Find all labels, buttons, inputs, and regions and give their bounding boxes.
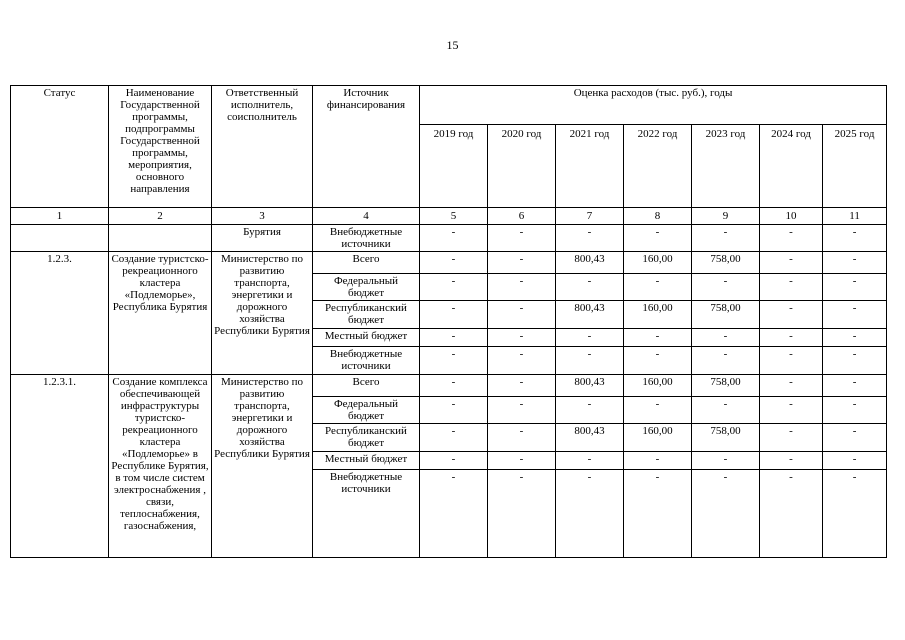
- header-estimate: Оценка расходов (тыс. руб.), годы: [420, 86, 887, 125]
- row-status-cell: 1.2.3.: [11, 252, 109, 375]
- row-value-cell: -: [556, 347, 624, 375]
- row-value-cell: -: [760, 375, 823, 397]
- row-value-cell: -: [488, 375, 556, 397]
- table-row: [11, 252, 887, 274]
- header-year: 2022 год: [624, 125, 692, 208]
- row-value-cell: 800,43: [556, 252, 624, 274]
- row-value-cell: -: [488, 301, 556, 329]
- row-value-cell: -: [488, 452, 556, 470]
- row-value-cell: 758,00: [692, 375, 760, 397]
- row-value-cell: 160,00: [624, 424, 692, 452]
- row-value-cell: -: [823, 252, 887, 274]
- row-value-cell: -: [488, 397, 556, 424]
- row-value-cell: -: [556, 274, 624, 301]
- row-value-cell: -: [760, 397, 823, 424]
- row-value-cell: -: [624, 329, 692, 347]
- row-value-cell: -: [692, 470, 760, 558]
- row-value-cell: -: [624, 397, 692, 424]
- row-value-cell: -: [823, 397, 887, 424]
- row-value-cell: -: [420, 397, 488, 424]
- header-year: 2025 год: [823, 125, 887, 208]
- row-source-cell: Внебюджетные источники: [313, 225, 420, 252]
- row-value-cell: -: [823, 470, 887, 558]
- row-value-cell: -: [692, 225, 760, 252]
- row-value-cell: -: [420, 424, 488, 452]
- row-value-cell: 758,00: [692, 301, 760, 329]
- row-value-cell: 758,00: [692, 252, 760, 274]
- row-name-cell: [109, 225, 212, 252]
- row-value-cell: -: [420, 329, 488, 347]
- column-number: 6: [488, 208, 556, 225]
- row-value-cell: -: [420, 274, 488, 301]
- row-value-cell: 160,00: [624, 252, 692, 274]
- row-value-cell: -: [624, 347, 692, 375]
- header-year: 2023 год: [692, 125, 760, 208]
- column-number: 1: [11, 208, 109, 225]
- row-value-cell: -: [823, 347, 887, 375]
- row-value-cell: -: [760, 424, 823, 452]
- row-value-cell: -: [823, 225, 887, 252]
- row-value-cell: -: [823, 274, 887, 301]
- row-name-cell: Создание комплекса обеспечивающей инфраструктуры туристско-рекреационного кластера «Подлеморье» в Республике Бурятия, в том числе систем электроснабжения , связи, теплоснабжения, газоснабжения,: [109, 375, 212, 558]
- row-value-cell: -: [823, 329, 887, 347]
- row-value-cell: -: [556, 225, 624, 252]
- row-value-cell: 160,00: [624, 375, 692, 397]
- row-status-cell: [11, 225, 109, 252]
- row-value-cell: -: [556, 329, 624, 347]
- row-source-cell: Местный бюджет: [313, 452, 420, 470]
- header-year: 2021 год: [556, 125, 624, 208]
- row-source-cell: Федеральный бюджет: [313, 397, 420, 424]
- row-value-cell: -: [692, 347, 760, 375]
- row-value-cell: -: [823, 375, 887, 397]
- header-status: Статус: [11, 86, 109, 208]
- row-value-cell: 800,43: [556, 301, 624, 329]
- column-number: 11: [823, 208, 887, 225]
- row-value-cell: -: [692, 452, 760, 470]
- row-source-cell: Республиканский бюджет: [313, 424, 420, 452]
- row-value-cell: -: [823, 452, 887, 470]
- column-number: 9: [692, 208, 760, 225]
- row-value-cell: -: [760, 470, 823, 558]
- row-value-cell: -: [624, 452, 692, 470]
- table-row: [11, 225, 887, 252]
- table-body: [11, 225, 887, 558]
- header-year: 2020 год: [488, 125, 556, 208]
- expenditure-table: [10, 85, 887, 558]
- row-value-cell: -: [420, 347, 488, 375]
- row-value-cell: -: [692, 397, 760, 424]
- row-value-cell: -: [488, 252, 556, 274]
- row-value-cell: -: [488, 424, 556, 452]
- row-value-cell: -: [823, 301, 887, 329]
- row-value-cell: -: [760, 252, 823, 274]
- row-source-cell: Всего: [313, 252, 420, 274]
- row-source-cell: Федеральный бюджет: [313, 274, 420, 301]
- row-value-cell: -: [823, 424, 887, 452]
- row-value-cell: -: [692, 274, 760, 301]
- row-value-cell: -: [760, 329, 823, 347]
- row-value-cell: 800,43: [556, 375, 624, 397]
- row-value-cell: 800,43: [556, 424, 624, 452]
- row-value-cell: -: [488, 329, 556, 347]
- row-value-cell: -: [760, 301, 823, 329]
- row-value-cell: -: [420, 470, 488, 558]
- row-value-cell: -: [420, 452, 488, 470]
- row-source-cell: Всего: [313, 375, 420, 397]
- header-name: Наименование Государственной программы, подпрограммы Государственной программы, мероприятия, основного направления: [109, 86, 212, 208]
- column-number: 7: [556, 208, 624, 225]
- row-value-cell: -: [760, 347, 823, 375]
- row-value-cell: -: [488, 347, 556, 375]
- row-source-cell: Внебюджетные источники: [313, 347, 420, 375]
- column-number-row: [11, 208, 887, 225]
- row-value-cell: -: [420, 225, 488, 252]
- row-value-cell: -: [556, 452, 624, 470]
- row-value-cell: -: [488, 470, 556, 558]
- row-value-cell: -: [488, 225, 556, 252]
- table-row: [11, 375, 887, 397]
- header-source: Источник финансирования: [313, 86, 420, 208]
- row-status-cell: 1.2.3.1.: [11, 375, 109, 558]
- row-value-cell: -: [760, 274, 823, 301]
- row-value-cell: -: [488, 274, 556, 301]
- row-value-cell: -: [556, 470, 624, 558]
- header-executor: Ответственный исполнитель, соисполнитель: [212, 86, 313, 208]
- header-year: 2024 год: [760, 125, 823, 208]
- row-value-cell: -: [624, 470, 692, 558]
- column-number: 3: [212, 208, 313, 225]
- column-number: 4: [313, 208, 420, 225]
- row-name-cell: Создание туристско-рекреационного кластера «Подлеморье», Республика Бурятия: [109, 252, 212, 375]
- row-source-cell: Местный бюджет: [313, 329, 420, 347]
- column-number: 2: [109, 208, 212, 225]
- column-number: 8: [624, 208, 692, 225]
- row-value-cell: -: [556, 397, 624, 424]
- row-value-cell: -: [760, 225, 823, 252]
- row-value-cell: -: [692, 329, 760, 347]
- row-value-cell: -: [760, 452, 823, 470]
- row-value-cell: 758,00: [692, 424, 760, 452]
- row-executor-cell: Бурятия: [212, 225, 313, 252]
- row-value-cell: 160,00: [624, 301, 692, 329]
- column-number: 10: [760, 208, 823, 225]
- row-executor-cell: Министерство по развитию транспорта, энергетики и дорожного хозяйства Республики Бурятия: [212, 252, 313, 375]
- header-year: 2019 год: [420, 125, 488, 208]
- page-number: 15: [446, 38, 459, 52]
- row-source-cell: Республиканский бюджет: [313, 301, 420, 329]
- column-number: 5: [420, 208, 488, 225]
- row-value-cell: -: [624, 225, 692, 252]
- row-value-cell: -: [624, 274, 692, 301]
- row-value-cell: -: [420, 375, 488, 397]
- row-source-cell: Внебюджетные источники: [313, 470, 420, 558]
- row-value-cell: -: [420, 301, 488, 329]
- row-executor-cell: Министерство по развитию транспорта, энергетики и дорожного хозяйства Республики Бурятия: [212, 375, 313, 558]
- row-value-cell: -: [420, 252, 488, 274]
